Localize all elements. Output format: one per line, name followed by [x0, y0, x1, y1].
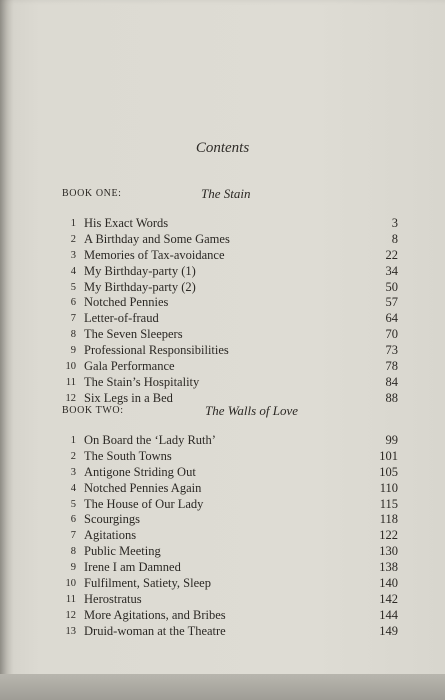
page-number: 8: [391, 231, 398, 246]
chapter-number: 8: [70, 546, 76, 558]
toc-entry: [62, 481, 398, 497]
page-number: 64: [385, 311, 398, 326]
toc-entry: [62, 327, 398, 343]
chapter-number: 2: [70, 233, 76, 245]
chapter-title: The South Towns: [84, 448, 172, 463]
page-title: Contents: [195, 140, 250, 156]
page-edge: [0, 674, 445, 700]
toc-entry: [62, 592, 398, 608]
page-number: 73: [385, 343, 398, 358]
toc-entry: [62, 295, 398, 311]
page-number: 70: [385, 327, 398, 342]
toc-entry: [62, 544, 398, 560]
chapter-number: 7: [70, 530, 76, 542]
page-number: 130: [379, 544, 398, 559]
chapter-number: 11: [65, 376, 76, 388]
page-number: 138: [379, 560, 398, 575]
page-number: 50: [385, 279, 398, 294]
page-number: 105: [379, 464, 398, 479]
book-header: [62, 186, 398, 204]
chapter-number: 7: [70, 313, 76, 325]
chapter-title: The Seven Sleepers: [84, 327, 183, 342]
page-number: 57: [385, 295, 398, 310]
page-number: 110: [379, 480, 398, 495]
chapter-title: Druid-woman at the Theatre: [84, 623, 226, 638]
chapter-number: 10: [65, 578, 76, 590]
chapter-title: The House of Our Lady: [84, 496, 204, 511]
page-number: 122: [379, 528, 398, 543]
toc-entry: [62, 433, 398, 449]
chapter-number: 1: [70, 218, 76, 229]
toc-entry: [62, 512, 398, 528]
chapter-title: Six Legs in a Bed: [84, 390, 173, 405]
chapter-number: 4: [70, 265, 76, 277]
chapter-number: 1: [70, 435, 76, 446]
page-number: 88: [385, 390, 398, 405]
book-title: The Walls of Love: [205, 403, 299, 418]
page-number: 142: [379, 591, 398, 606]
chapter-title: Antigone Striding Out: [84, 464, 196, 479]
chapter-title: Irene I am Damned: [84, 560, 181, 575]
toc-entry: [62, 449, 398, 465]
book-header: [62, 403, 398, 421]
chapter-number: 10: [65, 361, 76, 373]
toc-entry: [62, 216, 398, 232]
chapter-title: Letter-of-fraud: [84, 311, 159, 326]
chapter-number: 12: [65, 609, 76, 621]
chapter-title: Public Meeting: [84, 544, 161, 559]
toc-entry: [62, 624, 398, 640]
book-one-section: [62, 186, 398, 407]
chapter-title: The Stain’s Hospitality: [84, 374, 200, 389]
chapter-title: Notched Pennies Again: [84, 480, 202, 495]
chapter-title: Scourgings: [84, 512, 141, 527]
chapter-title: Gala Performance: [84, 359, 175, 374]
chapter-number: 3: [70, 466, 76, 478]
page-number: 34: [385, 263, 398, 278]
chapter-title: Memories of Tax-avoidance: [84, 247, 225, 262]
chapter-list: [62, 433, 398, 640]
toc-entry: [62, 528, 398, 544]
chapter-number: 3: [70, 249, 76, 261]
toc-entry: [62, 576, 398, 592]
chapter-title: More Agitations, and Bribes: [84, 607, 226, 622]
chapter-title: Agitations: [84, 528, 137, 543]
page-number: 149: [379, 623, 398, 638]
toc-entry: [62, 560, 398, 576]
page-number: 140: [379, 576, 398, 591]
chapter-title: His Exact Words: [84, 216, 169, 230]
chapter-title: My Birthday-party (2): [84, 279, 196, 294]
chapter-number: 6: [70, 297, 76, 309]
chapter-number: 9: [70, 562, 76, 574]
chapter-number: 13: [65, 625, 76, 637]
chapter-title: My Birthday-party (1): [84, 263, 196, 278]
book-label: BOOK TWO:: [62, 405, 124, 416]
chapter-number: 11: [65, 593, 76, 605]
page-number: 118: [379, 512, 398, 527]
page-number: 22: [385, 247, 398, 262]
chapter-title: On Board the ‘Lady Ruth’: [84, 433, 216, 447]
toc-entry: [62, 375, 398, 391]
chapter-number: 6: [70, 514, 76, 526]
toc-entry: [62, 232, 398, 248]
chapter-number: 5: [70, 281, 76, 293]
toc-entry: [62, 248, 398, 264]
chapter-title: Fulfilment, Satiety, Sleep: [84, 576, 211, 591]
chapter-number: 2: [70, 450, 76, 462]
book-title: The Stain: [201, 186, 251, 201]
page-number: 115: [379, 496, 398, 511]
chapter-list: [62, 216, 398, 407]
chapter-number: 5: [70, 498, 76, 510]
toc-entry: [62, 497, 398, 513]
page-number: 144: [379, 607, 398, 622]
chapter-number: 9: [70, 345, 76, 357]
chapter-title: Herostratus: [84, 591, 142, 606]
page-number: 3: [391, 216, 398, 230]
chapter-number: 12: [65, 392, 76, 404]
toc-entry: [62, 264, 398, 280]
toc-entry: [62, 465, 398, 481]
chapter-number: 4: [70, 482, 76, 494]
toc-entry: [62, 311, 398, 327]
page-number: 78: [385, 359, 398, 374]
chapter-title: A Birthday and Some Games: [84, 231, 230, 246]
toc-entry: [62, 280, 398, 296]
toc-entry: [62, 359, 398, 375]
chapter-title: Notched Pennies: [84, 295, 169, 310]
toc-entry: [62, 343, 398, 359]
book-label: BOOK ONE:: [62, 188, 122, 199]
page-number: 99: [385, 433, 398, 447]
toc-entry: [62, 608, 398, 624]
book-two-section: [62, 403, 398, 640]
page-number: 101: [379, 448, 398, 463]
page-number: 84: [385, 374, 398, 389]
chapter-title: Professional Responsibilities: [84, 343, 229, 358]
chapter-number: 8: [70, 329, 76, 341]
